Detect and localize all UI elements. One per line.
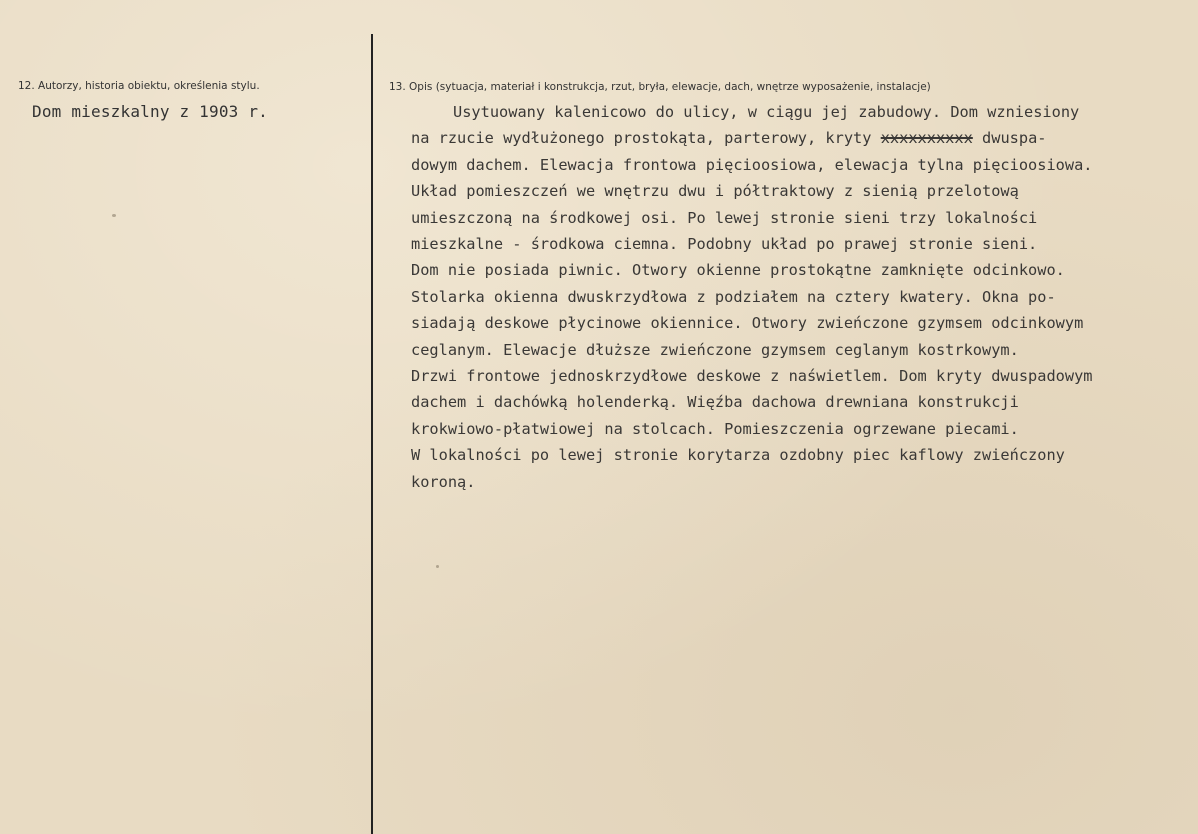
description-line: koroną. (411, 472, 476, 491)
description-line: Dom nie posiada piwnic. Otwory okienne prostokątne zamknięte odcinkowo. (411, 261, 1065, 280)
description-line: dachem i dachówką holenderką. Więźba dachowa drewniana konstrukcji (411, 393, 1019, 412)
description-line: dowym dachem. Elewacja frontowa pięcioosiowa, elewacja tylna pięcioosiowa. (411, 155, 1093, 174)
field-13-label: 13. Opis (sytuacja, materiał i konstrukcja, rzut, bryła, elewacje, dach, wnętrze wyposażenie, instalacje) (389, 81, 931, 93)
description-line: Układ pomieszczeń we wnętrzu dwu i półtraktowy z sienią przelotową (411, 182, 1019, 201)
description-line: mieszkalne - środkowa ciemna. Podobny układ po prawej stronie sieni. (411, 235, 1038, 254)
description-line (389, 125, 1189, 151)
description-line: Drzwi frontowe jednoskrzydłowe deskowe z naświetlem. Dom kryty dwuspadowym (411, 367, 1093, 386)
description-line: ceglanym. Elewacje dłuższe zwieńczone gzymsem ceglanym kostrkowym. (411, 340, 1019, 359)
description-line-part: dwuspa- (982, 129, 1047, 148)
description-line: Stolarka okienna dwuskrzydłowa z podziałem na cztery kwatery. Okna po- (411, 287, 1056, 306)
field-13-description (389, 99, 1189, 495)
field-12-value: Dom mieszkalny z 1903 r. (32, 102, 268, 121)
field-13-section (389, 81, 1189, 495)
field-12-section (18, 80, 363, 121)
description-line: krokwiowo-płatwiowej na stolcach. Pomieszczenia ogrzewane piecami. (411, 419, 1019, 438)
field-12-label: 12. Autorzy, historia obiektu, określenia stylu. (18, 80, 260, 92)
paper-speck (436, 565, 439, 568)
description-line: umieszczoną na środkowej osi. Po lewej stronie sieni trzy lokalności (411, 208, 1038, 227)
description-line: W lokalności po lewej stronie korytarza ozdobny piec kaflowy zwieńczony (411, 446, 1065, 465)
description-line: siadają deskowe płycinowe okiennice. Otwory zwieńczone gzymsem odcinkowym (411, 314, 1084, 333)
struck-out-text: xxxxxxxxxx (880, 129, 973, 148)
column-divider-line (371, 34, 373, 834)
description-line-part: na rzucie wydłużonego prostokąta, parterowy, kryty (411, 129, 872, 148)
paper-speck (112, 214, 116, 217)
description-line: Usytuowany kalenicowo do ulicy, w ciągu jej zabudowy. Dom wzniesiony (453, 103, 1080, 121)
